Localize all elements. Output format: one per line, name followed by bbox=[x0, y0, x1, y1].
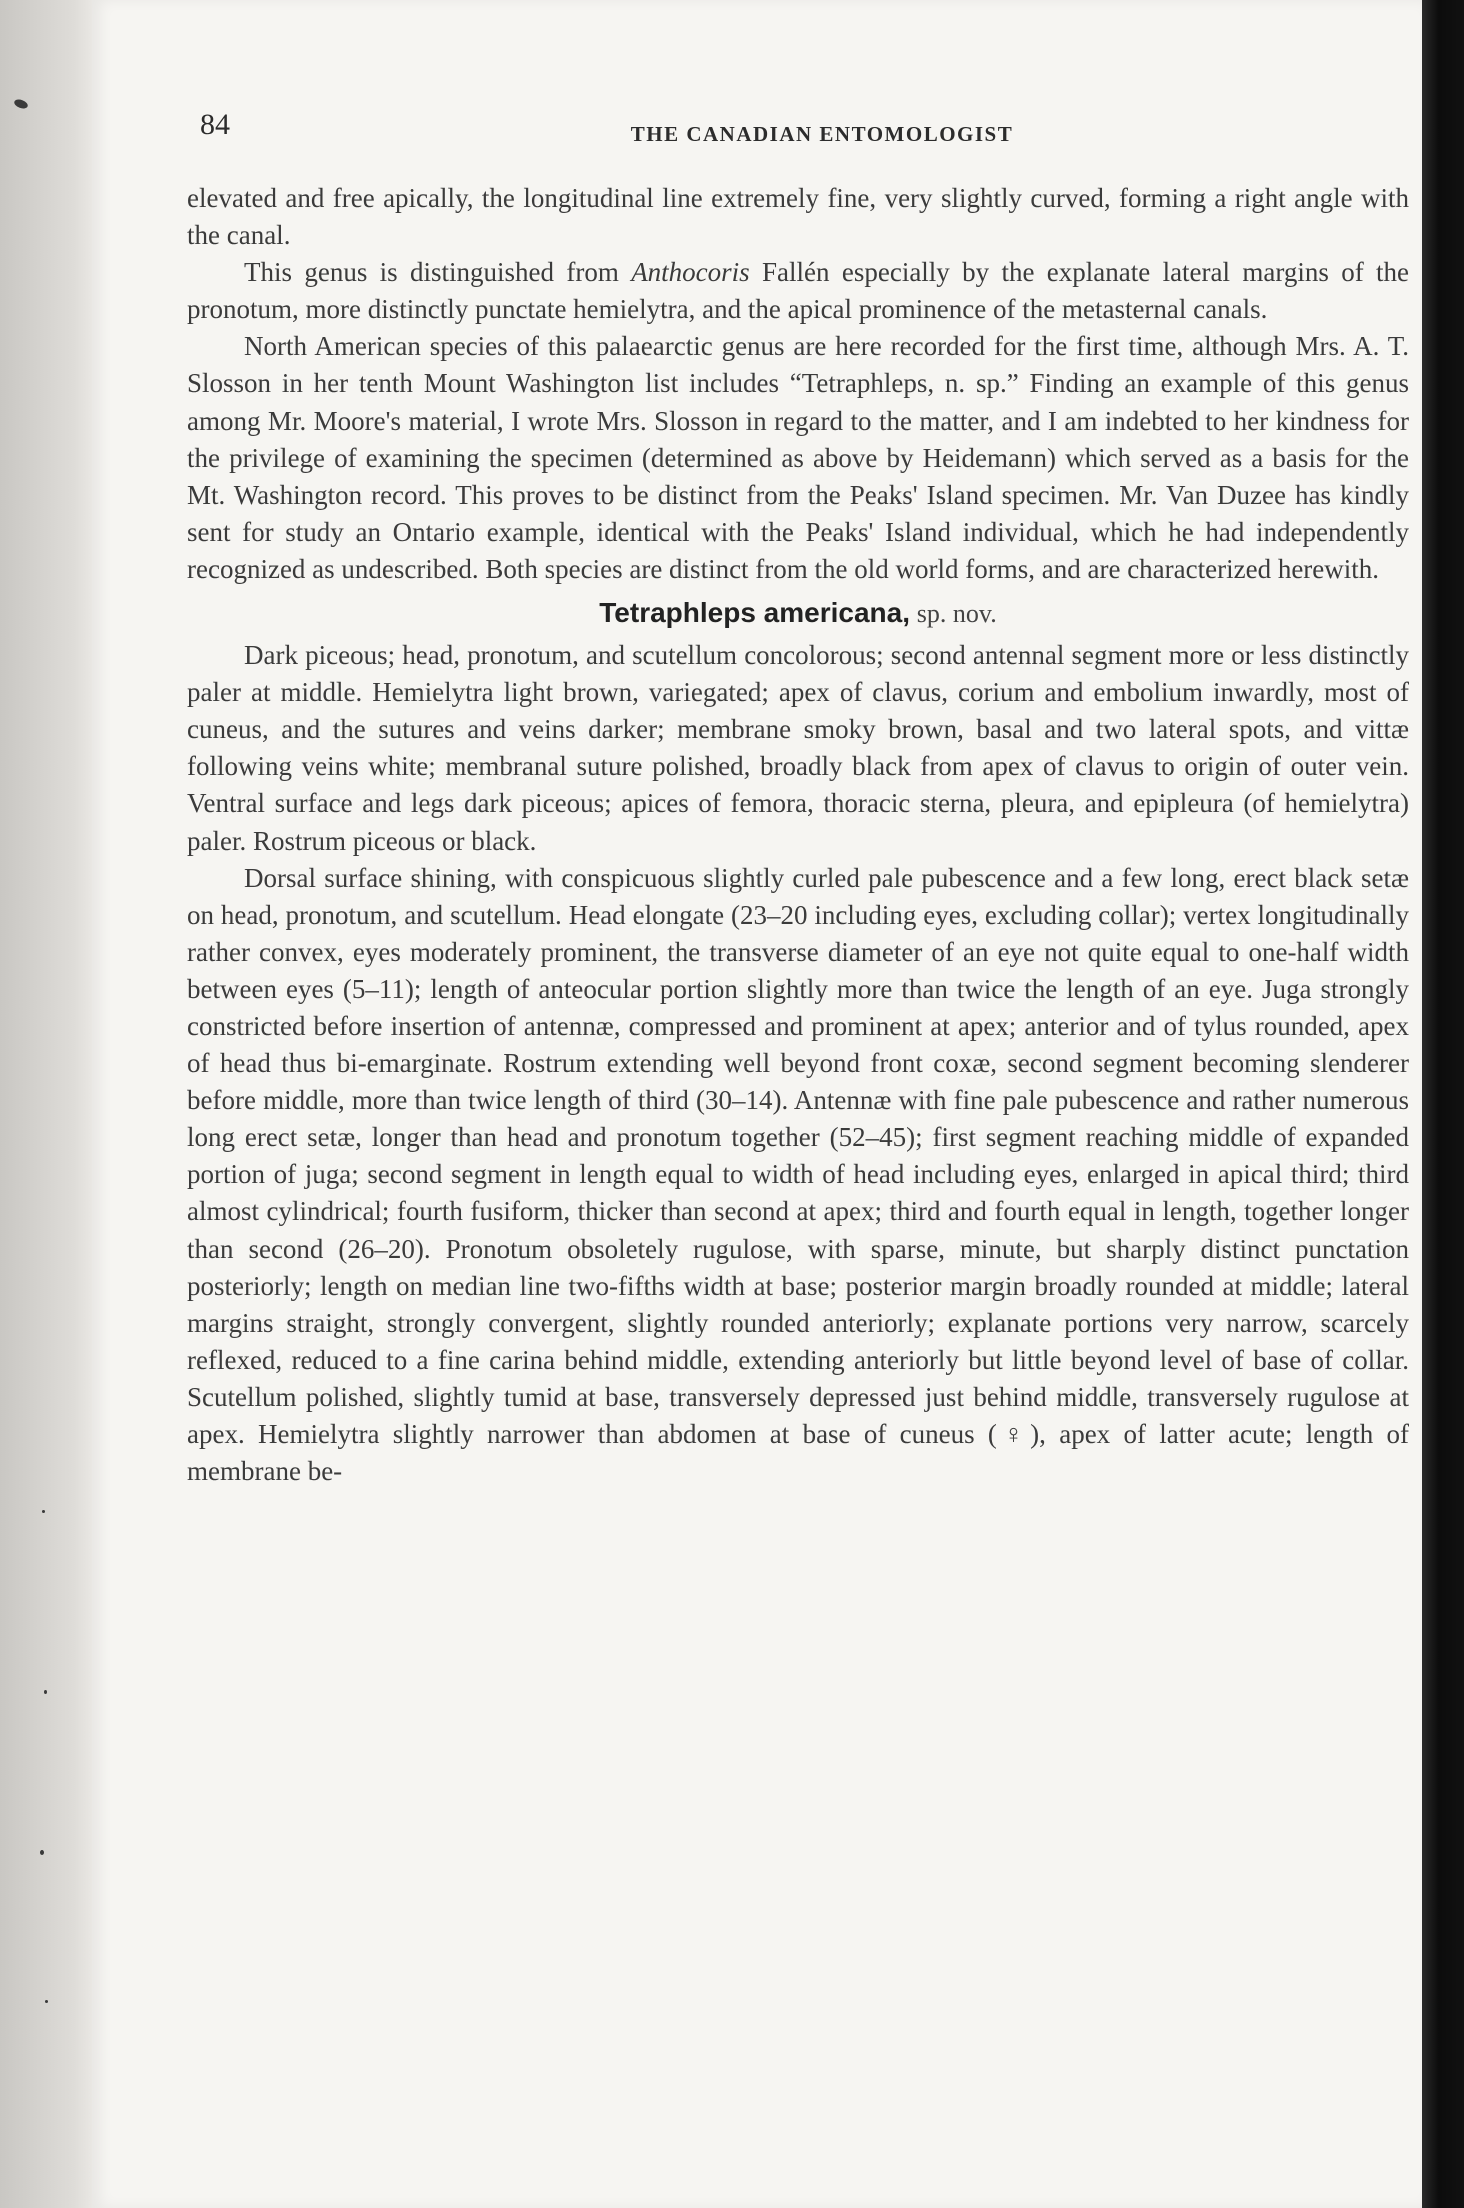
species-name: Tetraphleps americana, bbox=[599, 597, 911, 629]
paragraph-continuation: elevated and free apically, the longitudinal line extremely fine, very slightly curved, forming a right angle with the canal. bbox=[187, 183, 1409, 251]
scan-margin-left bbox=[0, 0, 92, 2208]
body-text bbox=[187, 180, 1409, 1490]
text-run: Fallén especially by the explanate lateral margins of the pronotum, more distinctly punctate hemielytra, and the apical prominence of the metasternal canals. bbox=[187, 257, 1410, 325]
scan-speck bbox=[42, 1510, 45, 1513]
paragraph-genus-distinction bbox=[187, 254, 1409, 328]
paragraph-structure: Dorsal surface shining, with conspicuous slightly curled pale pubescence and a few long, erect black setæ on head, pronotum, and scutellum. Head elongate (23–20 including eyes, excluding collar); vertex longitudinally rather convex, eyes moderately prominent, the transverse diameter of an eye not quite equal to one-half width between eyes (5–11); length of anteocular portion slightly more than twice the length of an eye. Juga strongly constricted before insertion of antennæ, compressed and prominent at apex; anterior and of tylus rounded, apex of head thus bi-emarginate. Rostrum extending well beyond front coxæ, second segment becoming slenderer before middle, more than twice length of third (30–14). Antennæ with fine pale pubescence and rather numerous long erect setæ, longer than head and pronotum together (52–45); first segment reaching middle of expanded portion of juga; second segment in length equal to width of head including eyes, enlarged in apical third; third almost cylindrical; fourth fusiform, thicker than second at apex; third and fourth equal in length, together longer than second (26–20). Pronotum obsoletely rugulose, with sparse, minute, but sharply distinct punctation posteriorly; length on median line two-fifths width at base; posterior margin broadly rounded at middle; lateral margins straight, strongly convergent, slightly rounded anteriorly; explanate portions very narrow, scarcely reflexed, reduced to a fine carina behind middle, extending anteriorly but little beyond level of base of collar. Scutellum polished, slightly tumid at base, transversely depressed just behind middle, transversely rugulose at apex. Hemielytra slightly narrower than abdomen at base of cuneus (♀), apex of latter acute; length of membrane be- bbox=[187, 862, 1409, 1487]
scan-speck bbox=[44, 1690, 47, 1694]
page bbox=[92, 0, 1422, 2208]
scan-speck bbox=[40, 1850, 44, 1855]
page-number: 84 bbox=[200, 108, 230, 141]
paragraph-coloration: Dark piceous; head, pronotum, and scutellum concolorous; second antennal segment more or less distinctly paler at middle. Hemielytra light brown, variegated; apex of clavus, corium and embolium inwardly, most of cuneus, and the sutures and veins darker; membrane smoky brown, basal and two lateral spots, and vittæ following veins white; membranal suture polished, broadly black from apex of clavus to origin of outer vein. Ventral surface and legs dark piceous; apices of femora, thoracic sterna, pleura, and epipleura (of hemielytra) paler. Rostrum piceous or black. bbox=[187, 640, 1409, 856]
text-run: This genus is distinguished from bbox=[244, 257, 619, 288]
genus-name: Anthocoris bbox=[631, 257, 750, 288]
species-heading bbox=[187, 594, 1409, 633]
scan-speck bbox=[45, 2000, 48, 2003]
scan-margin-right bbox=[1422, 0, 1464, 2208]
running-title: THE CANADIAN ENTOMOLOGIST bbox=[630, 122, 1014, 146]
paragraph-north-american-species: North American species of this palaearctic genus are here recorded for the first time, although Mrs. A. T. Slosson in her tenth Mount Washington list includes “Tetraphleps, n. sp.” Finding an example of this genus among Mr. Moore's material, I wrote Mrs. Slosson in regard to the matter, and I am indebted to her kindness for the privilege of examining the specimen (determined as above by Heidemann) which served as a basis for the Mt. Washington record. This proves to be distinct from the Peaks' Island specimen. Mr. Van Duzee has kindly sent for study an Ontario example, identical with the Peaks' Island individual, which he had independently recognized as undescribed. Both species are distinct from the old world forms, and are characterized herewith. bbox=[187, 331, 1409, 584]
species-suffix: sp. nov. bbox=[916, 599, 997, 629]
scan-speck bbox=[13, 98, 29, 110]
page-header bbox=[200, 108, 1420, 148]
